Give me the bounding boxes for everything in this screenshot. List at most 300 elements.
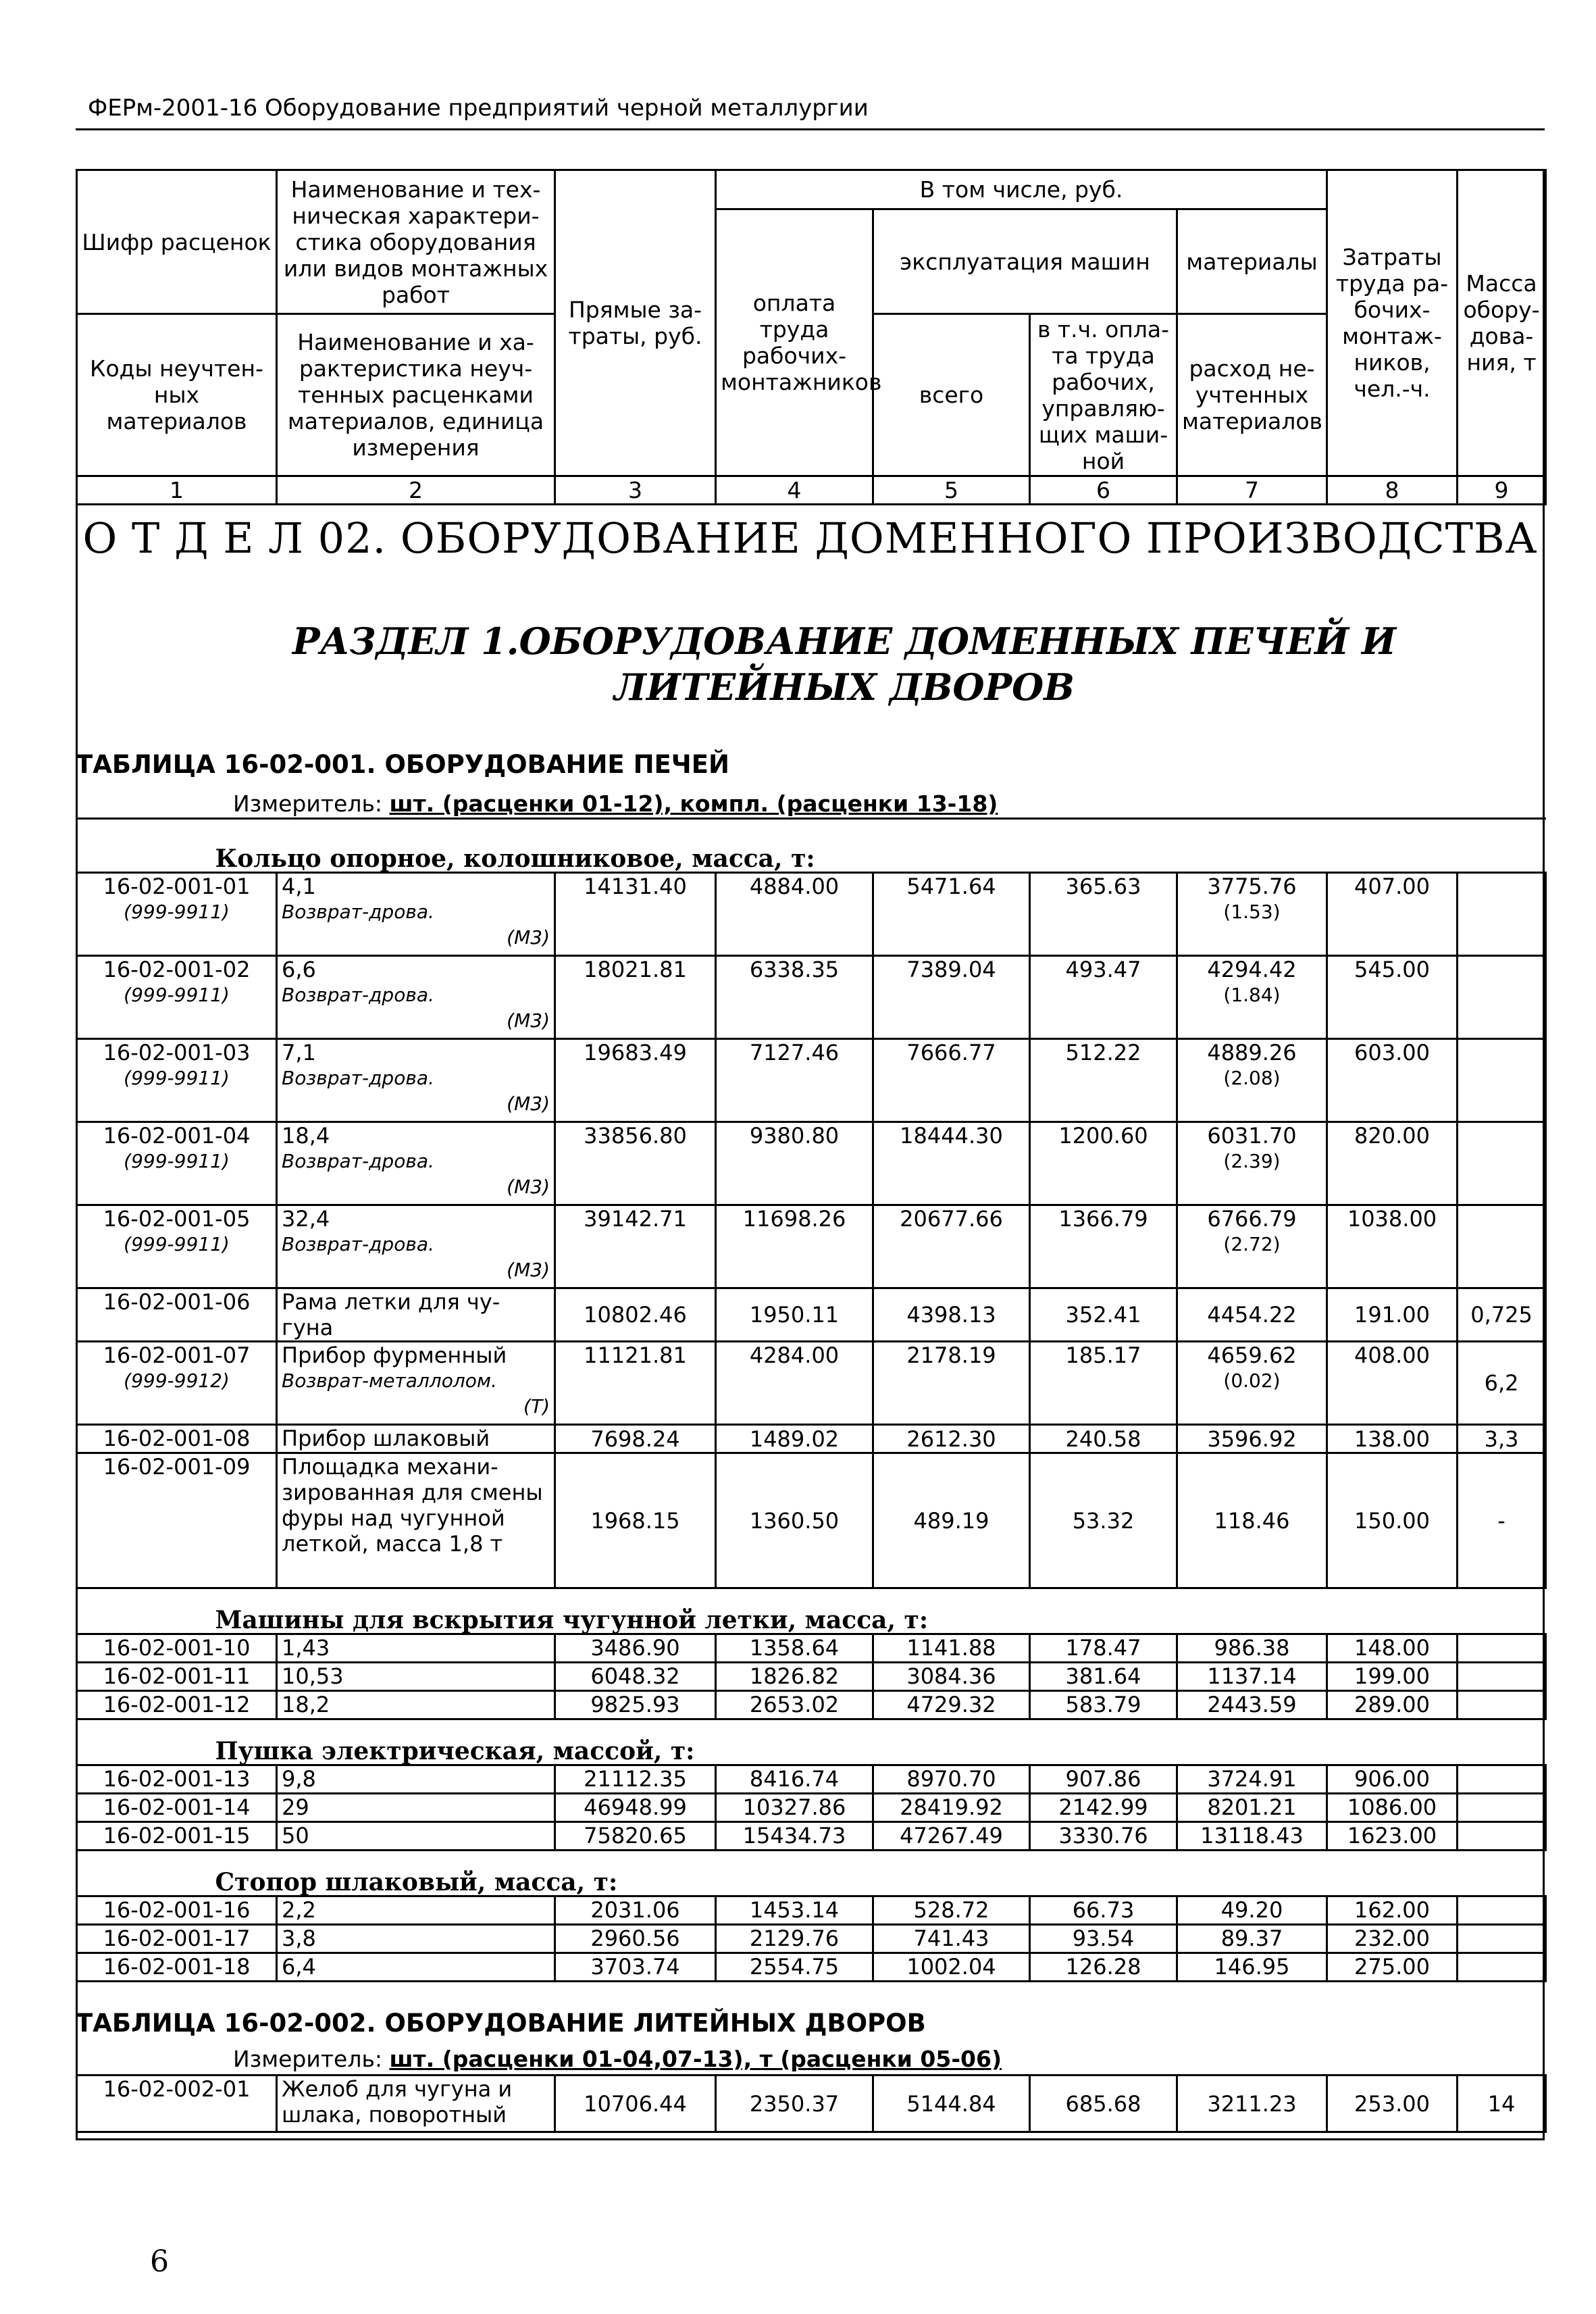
rate-code-cell <box>77 1925 277 1953</box>
column-number: 4 <box>716 476 873 505</box>
measure-label: Измеритель: <box>233 2046 390 2072</box>
col8-header: Затраты труда ра-бочих-монтаж-ников, чел.-ч. <box>1327 170 1458 476</box>
c7-cell <box>1177 1953 1327 1982</box>
unaccounted-material-qty: (2.72) <box>1223 1233 1281 1255</box>
c4-cell: 15434.73 <box>716 1822 873 1851</box>
rate-code: 16-02-001-18 <box>103 1954 251 1980</box>
rate-code-cell <box>77 1205 277 1288</box>
c4-cell: 7127.46 <box>716 1039 873 1122</box>
rate-code-cell <box>77 2076 277 2132</box>
work-name: 32,4 <box>282 1206 330 1232</box>
c3-cell: 14131.40 <box>555 873 716 956</box>
c3-cell: 1968.15 <box>555 1453 716 1588</box>
c7-cell <box>1177 1425 1327 1453</box>
materials-cost: 89.37 <box>1220 1926 1283 1951</box>
rate-code-cell <box>77 1794 277 1822</box>
c9-cell <box>1458 873 1546 956</box>
c3-cell: 2960.56 <box>555 1925 716 1953</box>
rate-code: 16-02-001-05 <box>103 1206 251 1232</box>
c4-cell: 1489.02 <box>716 1425 873 1453</box>
c9-cell <box>1458 1765 1546 1794</box>
rate-code: 16-02-001-10 <box>103 1635 251 1661</box>
work-name: Рама летки для чу-гуна <box>282 1289 500 1340</box>
material-code: (999-9912) <box>124 1369 230 1392</box>
work-name: 3,8 <box>282 1926 316 1951</box>
c5-cell: 7389.04 <box>873 956 1030 1039</box>
c9-cell <box>1458 1122 1546 1205</box>
page-number: 6 <box>150 2244 169 2279</box>
c7-cell <box>1177 1691 1327 1719</box>
materials-cost: 4294.42 <box>1207 957 1297 982</box>
group-title: Пушка электрическая, массой, т: <box>77 1719 1546 1765</box>
column-number: 3 <box>555 476 716 505</box>
work-name: Прибор шлаковый <box>282 1426 490 1451</box>
c9-cell <box>1458 1039 1546 1122</box>
rate-code: 16-02-001-03 <box>103 1040 251 1065</box>
group-title: Машины для вскрытия чугунной летки, масса, т: <box>77 1588 1546 1634</box>
materials-cost: 3775.76 <box>1207 874 1297 899</box>
table-row <box>77 1425 1546 1453</box>
work-name: Площадка механи-зированная для смены фуры над чугунной леткой, масса 1,8 т <box>282 1454 543 1557</box>
work-name-cell <box>277 1453 555 1588</box>
rates-table-2 <box>76 2074 1547 2133</box>
work-name: 6,6 <box>282 957 316 982</box>
materials-cost: 8201.21 <box>1207 1794 1297 1820</box>
c8-cell: 275.00 <box>1327 1953 1458 1982</box>
group-materials-header: материалы <box>1177 209 1327 314</box>
rate-code: 16-02-001-02 <box>103 957 251 982</box>
c6-cell: 907.86 <box>1030 1765 1177 1794</box>
c7-cell <box>1177 873 1327 956</box>
c8-cell: 150.00 <box>1327 1453 1458 1588</box>
work-name-cell <box>277 1822 555 1851</box>
c9-cell: 3,3 <box>1458 1425 1546 1453</box>
col3-header: Прямые за-траты, руб. <box>555 170 716 476</box>
column-number: 1 <box>77 476 277 505</box>
c8-cell: 148.00 <box>1327 1634 1458 1663</box>
measure-label: Измеритель: <box>233 790 390 817</box>
group-title: Стопор шлаковый, масса, т: <box>77 1851 1546 1896</box>
c4-cell: 2129.76 <box>716 1925 873 1953</box>
rate-code-cell <box>77 1634 277 1663</box>
work-name: 10,53 <box>282 1663 344 1689</box>
c9-cell: 14 <box>1458 2076 1546 2132</box>
table2-title: ТАБЛИЦА 16-02-002. ОБОРУДОВАНИЕ ЛИТЕЙНЫХ ДВОРОВ <box>76 2009 926 2038</box>
c6-cell: 493.47 <box>1030 956 1177 1039</box>
material-unit: (М3) <box>507 1009 550 1032</box>
c7-cell <box>1177 1822 1327 1851</box>
unaccounted-material-qty: (1.53) <box>1223 901 1281 923</box>
work-name-cell <box>277 1425 555 1453</box>
work-name-cell <box>277 1765 555 1794</box>
work-name: 1,43 <box>282 1635 330 1661</box>
c6-cell: 53.32 <box>1030 1453 1177 1588</box>
rate-code: 16-02-002-01 <box>103 2076 251 2102</box>
material-code: (999-9911) <box>124 984 230 1006</box>
group-row <box>77 1588 1546 1634</box>
c6-cell: 185.17 <box>1030 1342 1177 1425</box>
c7-cell <box>1177 956 1327 1039</box>
c3-cell: 11121.81 <box>555 1342 716 1425</box>
c8-cell: 162.00 <box>1327 1896 1458 1925</box>
rate-code: 16-02-001-09 <box>103 1454 251 1480</box>
column-number: 8 <box>1327 476 1458 505</box>
c6-cell: 1200.60 <box>1030 1122 1177 1205</box>
c4-cell: 4884.00 <box>716 873 873 956</box>
material-unit: (М3) <box>507 1259 550 1281</box>
col5-header: всего <box>873 314 1030 476</box>
rate-code: 16-02-001-15 <box>103 1823 251 1848</box>
c5-cell: 2178.19 <box>873 1342 1030 1425</box>
work-name: 18,2 <box>282 1692 330 1717</box>
rate-code: 16-02-001-04 <box>103 1123 251 1149</box>
rate-code: 16-02-001-06 <box>103 1289 251 1315</box>
c9-cell <box>1458 1953 1546 1982</box>
c4-cell: 1360.50 <box>716 1453 873 1588</box>
material-unit: (М3) <box>507 926 550 949</box>
c4-cell: 1826.82 <box>716 1663 873 1691</box>
rate-code-cell <box>77 1122 277 1205</box>
c5-cell: 20677.66 <box>873 1205 1030 1288</box>
work-name-cell <box>277 1953 555 1982</box>
work-name: 50 <box>282 1823 309 1848</box>
c3-cell: 3486.90 <box>555 1634 716 1663</box>
work-name: 9,8 <box>282 1766 316 1792</box>
c4-cell: 1453.14 <box>716 1896 873 1925</box>
material-unit: (М3) <box>507 1176 550 1198</box>
c9-cell <box>1458 1794 1546 1822</box>
c3-cell: 2031.06 <box>555 1896 716 1925</box>
materials-cost: 2443.59 <box>1207 1692 1297 1717</box>
c9-cell <box>1458 1925 1546 1953</box>
work-name: 7,1 <box>282 1040 316 1065</box>
work-name: 29 <box>282 1794 309 1820</box>
c3-cell: 9825.93 <box>555 1691 716 1719</box>
c8-cell: 199.00 <box>1327 1663 1458 1691</box>
c6-cell: 352.41 <box>1030 1288 1177 1342</box>
table-row <box>77 1925 1546 1953</box>
c6-cell: 66.73 <box>1030 1896 1177 1925</box>
materials-cost: 3211.23 <box>1207 2090 1297 2117</box>
c5-cell: 5471.64 <box>873 873 1030 956</box>
c6-cell: 381.64 <box>1030 1663 1177 1691</box>
work-name-cell <box>277 1122 555 1205</box>
materials-cost: 986.38 <box>1214 1635 1290 1661</box>
work-name-cell <box>277 1925 555 1953</box>
rate-code-cell <box>77 1765 277 1794</box>
table-row <box>77 1205 1546 1288</box>
table-row <box>77 1453 1546 1588</box>
table-row <box>77 1288 1546 1342</box>
c3-cell: 19683.49 <box>555 1039 716 1122</box>
table-row <box>77 956 1546 1039</box>
c7-cell <box>1177 1205 1327 1288</box>
work-name-cell <box>277 2076 555 2132</box>
col1-header-bottom: Коды неучтен-ных материалов <box>77 314 277 476</box>
materials-cost: 3596.92 <box>1207 1426 1297 1452</box>
c3-cell: 21112.35 <box>555 1765 716 1794</box>
materials-cost: 4889.26 <box>1207 1040 1297 1065</box>
c4-cell: 11698.26 <box>716 1205 873 1288</box>
c7-cell <box>1177 1896 1327 1925</box>
rate-code: 16-02-001-13 <box>103 1766 251 1792</box>
material-name: Возврат-дрова. <box>282 984 434 1006</box>
column-number: 9 <box>1458 476 1546 505</box>
c5-cell: 3084.36 <box>873 1663 1030 1691</box>
c8-cell: 289.00 <box>1327 1691 1458 1719</box>
materials-cost: 6766.79 <box>1207 1206 1297 1232</box>
table-row <box>77 1663 1546 1691</box>
c5-cell: 741.43 <box>873 1925 1030 1953</box>
c5-cell: 2612.30 <box>873 1425 1030 1453</box>
c9-cell: 6,2 <box>1458 1342 1546 1425</box>
work-name-cell <box>277 1342 555 1425</box>
measure-value: шт. (расценки 01-12), компл. (расценки 13-18) <box>389 790 998 817</box>
c3-cell: 3703.74 <box>555 1953 716 1982</box>
c6-cell: 1366.79 <box>1030 1205 1177 1288</box>
c5-cell: 528.72 <box>873 1896 1030 1925</box>
materials-cost: 118.46 <box>1214 1507 1290 1534</box>
rate-code-cell <box>77 956 277 1039</box>
c3-cell: 6048.32 <box>555 1663 716 1691</box>
c5-cell: 28419.92 <box>873 1794 1030 1822</box>
material-code: (999-9911) <box>124 901 230 923</box>
table-row <box>77 1634 1546 1663</box>
c3-cell: 10802.46 <box>555 1288 716 1342</box>
c7-cell <box>1177 2076 1327 2132</box>
c5-cell: 8970.70 <box>873 1765 1030 1794</box>
c8-cell: 1086.00 <box>1327 1794 1458 1822</box>
c4-cell: 1358.64 <box>716 1634 873 1663</box>
c9-cell <box>1458 1663 1546 1691</box>
work-name-cell <box>277 1288 555 1342</box>
c9-cell <box>1458 1896 1546 1925</box>
material-code: (999-9911) <box>124 1067 230 1089</box>
c5-cell: 4398.13 <box>873 1288 1030 1342</box>
running-header: ФЕРм-2001-16 Оборудование предприятий черной металлургии <box>88 95 869 122</box>
c6-cell: 126.28 <box>1030 1953 1177 1982</box>
work-name-cell <box>277 1794 555 1822</box>
material-unit: (Т) <box>523 1395 550 1417</box>
rate-code-cell <box>77 1691 277 1719</box>
materials-cost: 4659.62 <box>1207 1342 1297 1368</box>
c5-cell: 4729.32 <box>873 1691 1030 1719</box>
c3-cell: 33856.80 <box>555 1122 716 1205</box>
department-title: О Т Д Е Л 02. ОБОРУДОВАНИЕ ДОМЕННОГО ПРОИЗВОДСТВА <box>82 513 1538 563</box>
material-name: Возврат-дрова. <box>282 1067 434 1089</box>
col7-header: расход не-учтенных материалов <box>1177 314 1327 476</box>
c9-cell <box>1458 1822 1546 1851</box>
rate-code-cell <box>77 1288 277 1342</box>
c5-cell: 5144.84 <box>873 2076 1030 2132</box>
col2-header-top: Наименование и тех-ническая характери-стика оборудования или видов монтажных работ <box>277 170 555 314</box>
table-row <box>77 1953 1546 1982</box>
c7-cell <box>1177 1453 1327 1588</box>
c7-cell <box>1177 1342 1327 1425</box>
work-name-cell <box>277 1039 555 1122</box>
c9-cell: - <box>1458 1453 1546 1588</box>
work-name-cell <box>277 873 555 956</box>
materials-cost: 13118.43 <box>1200 1823 1304 1848</box>
measure-value: шт. (расценки 01-04,07-13), т (расценки 05-06) <box>389 2046 1002 2072</box>
work-name: 4,1 <box>282 874 316 899</box>
work-name-cell <box>277 1205 555 1288</box>
c8-cell: 191.00 <box>1327 1288 1458 1342</box>
material-unit: (М3) <box>507 1092 550 1115</box>
table1-measure <box>233 790 998 817</box>
c3-cell: 75820.65 <box>555 1822 716 1851</box>
col9-header: Масса обору-дова-ния, т <box>1458 170 1546 476</box>
rate-code: 16-02-001-17 <box>103 1926 251 1951</box>
unaccounted-material-qty: (1.84) <box>1223 984 1281 1006</box>
c4-cell: 2350.37 <box>716 2076 873 2132</box>
work-name-cell <box>277 1634 555 1663</box>
c7-cell <box>1177 1663 1327 1691</box>
c8-cell: 138.00 <box>1327 1425 1458 1453</box>
c8-cell: 407.00 <box>1327 873 1458 956</box>
rate-code: 16-02-001-16 <box>103 1897 251 1923</box>
c3-cell: 7698.24 <box>555 1425 716 1453</box>
group-row <box>77 1851 1546 1896</box>
table-row <box>77 1039 1546 1122</box>
rate-code: 16-02-001-12 <box>103 1692 251 1717</box>
material-name: Возврат-дрова. <box>282 1233 434 1255</box>
rate-code: 16-02-001-08 <box>103 1426 251 1451</box>
c4-cell: 10327.86 <box>716 1794 873 1822</box>
c9-cell <box>1458 1205 1546 1288</box>
rate-code-cell <box>77 1425 277 1453</box>
rate-code: 16-02-001-11 <box>103 1663 251 1689</box>
table-row <box>77 1822 1546 1851</box>
work-name: Прибор фурменный <box>282 1342 507 1368</box>
material-code: (999-9911) <box>124 1150 230 1172</box>
c9-cell <box>1458 1634 1546 1663</box>
c7-cell <box>1177 1925 1327 1953</box>
c9-cell <box>1458 1691 1546 1719</box>
col6-header: в т.ч. опла-та труда рабочих, управляю-щих маши-ной <box>1030 314 1177 476</box>
rate-code-cell <box>77 1039 277 1122</box>
c7-cell <box>1177 1634 1327 1663</box>
rate-code-cell <box>77 1342 277 1425</box>
c4-cell: 2554.75 <box>716 1953 873 1982</box>
c5-cell: 47267.49 <box>873 1822 1030 1851</box>
work-name: Желоб для чугуна и шлака, поворотный <box>282 2076 513 2128</box>
table-row <box>77 1342 1546 1425</box>
c5-cell: 18444.30 <box>873 1122 1030 1205</box>
group-title: Кольцо опорное, колошниковое, масса, т: <box>77 819 1546 873</box>
c4-cell: 9380.80 <box>716 1122 873 1205</box>
section-title: РАЗДЕЛ 1.ОБОРУДОВАНИЕ ДОМЕННЫХ ПЕЧЕЙ И ЛИТЕЙНЫХ ДВОРОВ <box>292 620 1397 709</box>
c3-cell: 46948.99 <box>555 1794 716 1822</box>
c4-cell: 6338.35 <box>716 956 873 1039</box>
c6-cell: 583.79 <box>1030 1691 1177 1719</box>
material-name: Возврат-дрова. <box>282 1150 434 1172</box>
group-row <box>77 819 1546 873</box>
c6-cell: 93.54 <box>1030 1925 1177 1953</box>
c6-cell: 365.63 <box>1030 873 1177 956</box>
c3-cell: 18021.81 <box>555 956 716 1039</box>
rate-code-cell <box>77 1953 277 1982</box>
table-row <box>77 1896 1546 1925</box>
rates-table-1 <box>76 818 1547 1982</box>
material-name: Возврат-металлолом. <box>282 1369 497 1392</box>
work-name-cell <box>277 956 555 1039</box>
c6-cell: 240.58 <box>1030 1425 1177 1453</box>
c4-cell: 1950.11 <box>716 1288 873 1342</box>
table-row <box>77 1765 1546 1794</box>
column-number: 7 <box>1177 476 1327 505</box>
col1-header-top: Шифр расценок <box>77 170 277 314</box>
c8-cell: 906.00 <box>1327 1765 1458 1794</box>
c7-cell <box>1177 1039 1327 1122</box>
c9-cell <box>1458 956 1546 1039</box>
column-number: 5 <box>873 476 1030 505</box>
material-name: Возврат-дрова. <box>282 901 434 923</box>
materials-cost: 6031.70 <box>1207 1123 1297 1149</box>
table-row <box>77 1691 1546 1719</box>
group-row <box>77 1719 1546 1765</box>
c5-cell: 489.19 <box>873 1453 1030 1588</box>
col2-header-bottom: Наименование и ха-рактеристика неуч-тенных расценками материалов, единица измерения <box>277 314 555 476</box>
rate-code-cell <box>77 1896 277 1925</box>
materials-cost: 3724.91 <box>1207 1766 1297 1792</box>
c8-cell: 820.00 <box>1327 1122 1458 1205</box>
column-number: 2 <box>277 476 555 505</box>
work-name: 6,4 <box>282 1954 316 1980</box>
c6-cell: 2142.99 <box>1030 1794 1177 1822</box>
col4-header: оплата труда рабочих-монтажников <box>716 209 873 476</box>
c9-cell: 0,725 <box>1458 1288 1546 1342</box>
group-machines-header: эксплуатация машин <box>873 209 1177 314</box>
materials-cost: 4454.22 <box>1207 1302 1297 1328</box>
table1-title: ТАБЛИЦА 16-02-001. ОБОРУДОВАНИЕ ПЕЧЕЙ <box>76 750 729 779</box>
rate-code-cell <box>77 1822 277 1851</box>
c6-cell: 3330.76 <box>1030 1822 1177 1851</box>
rate-code-cell <box>77 1663 277 1691</box>
c8-cell: 232.00 <box>1327 1925 1458 1953</box>
column-number: 6 <box>1030 476 1177 505</box>
column-header-table <box>76 169 1547 505</box>
rate-code-cell <box>77 1453 277 1588</box>
unaccounted-material-qty: (0.02) <box>1223 1369 1281 1392</box>
c4-cell: 2653.02 <box>716 1691 873 1719</box>
table-row <box>77 2076 1546 2132</box>
c8-cell: 545.00 <box>1327 956 1458 1039</box>
header-rule <box>76 128 1545 130</box>
table-row <box>77 1794 1546 1822</box>
table-row <box>77 873 1546 956</box>
work-name: 18,4 <box>282 1123 330 1149</box>
c5-cell: 7666.77 <box>873 1039 1030 1122</box>
c3-cell: 39142.71 <box>555 1205 716 1288</box>
rate-code: 16-02-001-14 <box>103 1794 251 1820</box>
c7-cell <box>1177 1794 1327 1822</box>
c3-cell: 10706.44 <box>555 2076 716 2132</box>
work-name: 2,2 <box>282 1897 316 1923</box>
unaccounted-material-qty: (2.39) <box>1223 1150 1281 1172</box>
c8-cell: 253.00 <box>1327 2076 1458 2132</box>
rate-code-cell <box>77 873 277 956</box>
c6-cell: 178.47 <box>1030 1634 1177 1663</box>
c8-cell: 1623.00 <box>1327 1822 1458 1851</box>
work-name-cell <box>277 1896 555 1925</box>
c8-cell: 603.00 <box>1327 1039 1458 1122</box>
table-row <box>77 1122 1546 1205</box>
materials-cost: 49.20 <box>1220 1897 1283 1923</box>
work-name-cell <box>277 1663 555 1691</box>
c5-cell: 1141.88 <box>873 1634 1030 1663</box>
materials-cost: 1137.14 <box>1207 1663 1297 1689</box>
